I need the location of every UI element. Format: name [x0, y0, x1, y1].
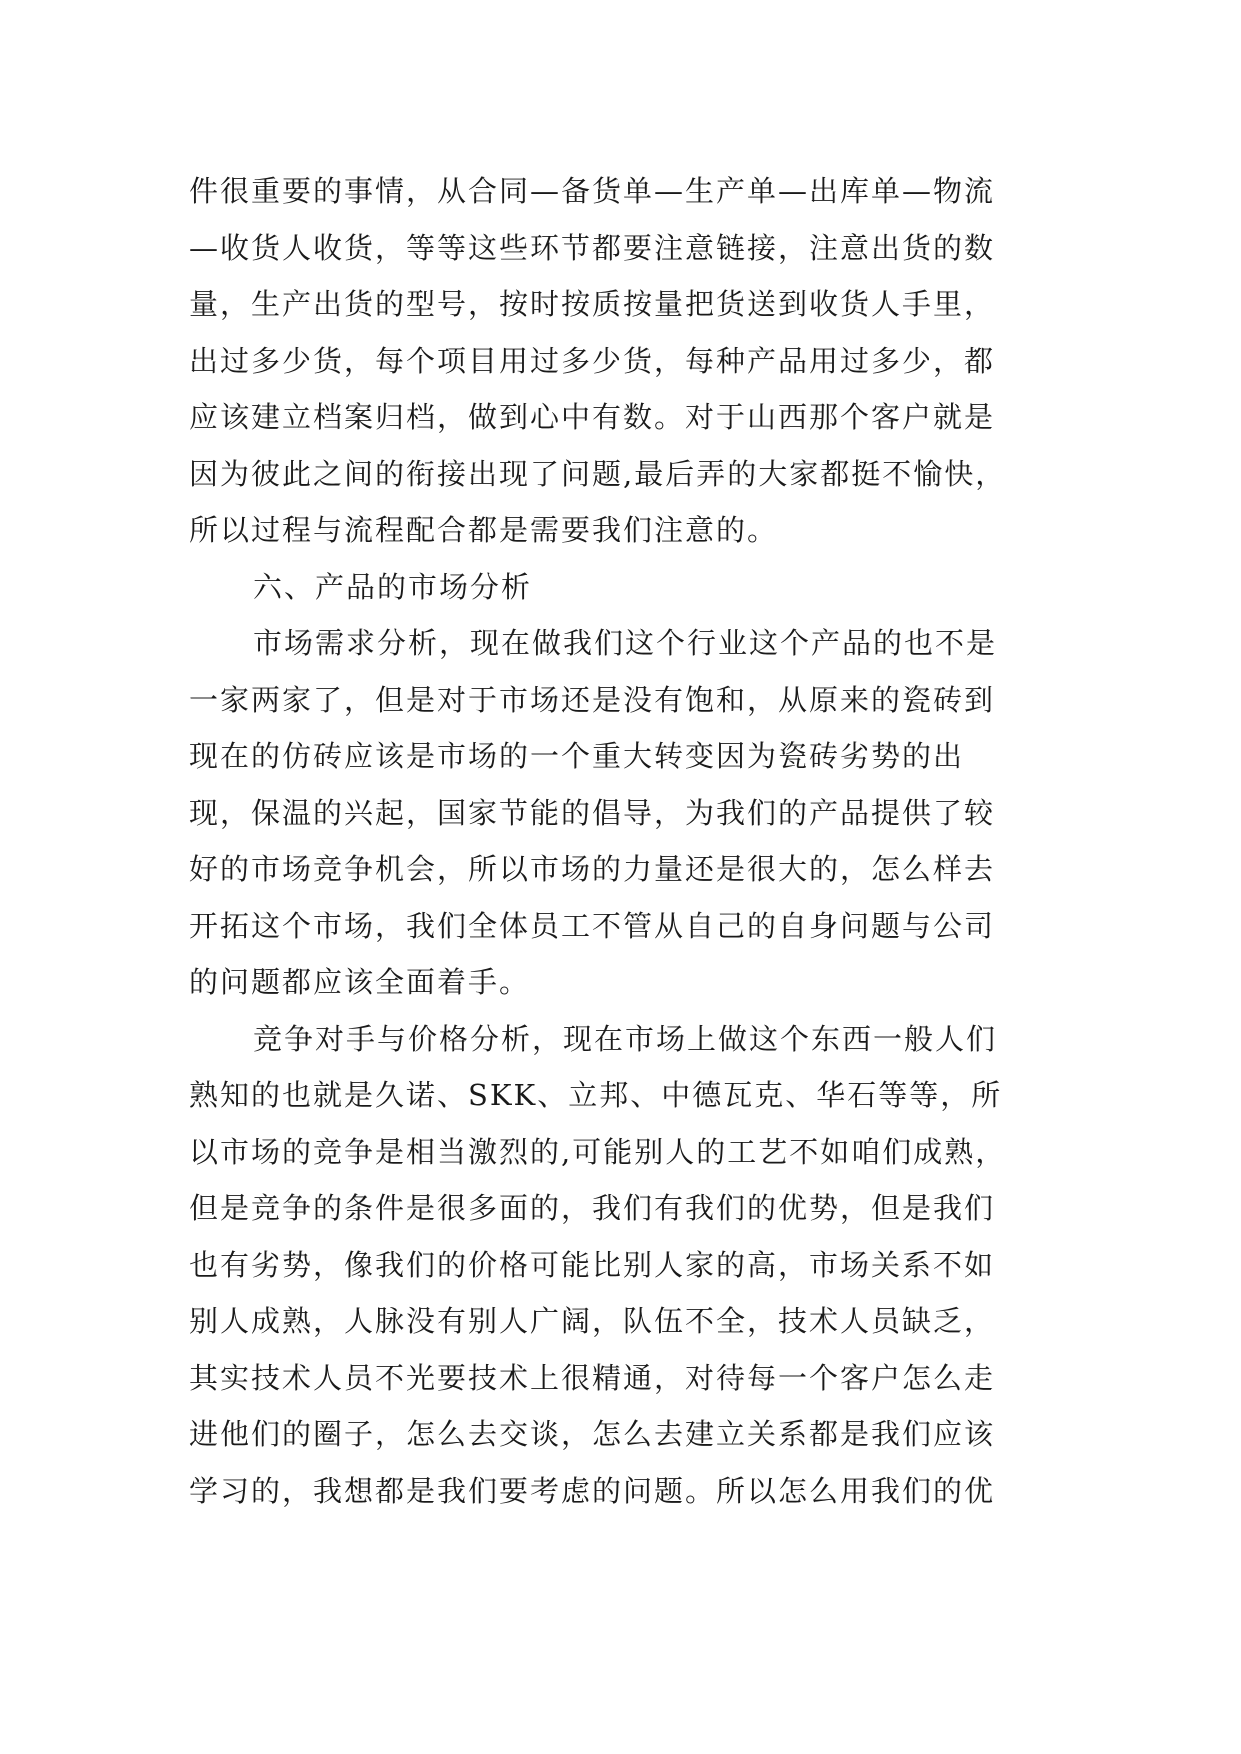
text-line: 熟知的也就是久诺、SKK、立邦、中德瓦克、华石等等，所: [189, 1078, 1003, 1112]
section-heading: 六、产品的市场分析: [253, 569, 533, 604]
text-line: 市场需求分析，现在做我们这个行业这个产品的也不是: [253, 626, 998, 660]
text-line: 现，保温的兴起，国家节能的倡导，为我们的产品提供了较: [189, 795, 996, 830]
text-line: 出过多少货，每个项目用过多少货，每种产品用过多少，都: [189, 343, 996, 378]
text-line: 也有劣势，像我们的价格可能比别人家的高，市场关系不如: [189, 1247, 996, 1282]
text-line: 一家两家了，但是对于市场还是没有饱和，从原来的瓷砖到: [189, 682, 996, 717]
text-line: 量，生产出货的型号，按时按质按量把货送到收货人手里，: [189, 287, 996, 321]
text-line: 的问题都应该全面着手。: [189, 965, 531, 999]
text-line: —收货人收货，等等这些环节都要注意链接，注意出货的数: [189, 230, 996, 265]
text-line: 竞争对手与价格分析，现在市场上做这个东西一般人们: [253, 1021, 998, 1056]
text-line: 进他们的圈子，怎么去交谈，怎么去建立关系都是我们应该: [189, 1417, 996, 1451]
text-line: 其实技术人员不光要技术上很精通，对待每一个客户怎么走: [189, 1360, 996, 1395]
text-line: 开拓这个市场，我们全体员工不管从自己的自身问题与公司: [189, 908, 996, 943]
text-line: 好的市场竞争机会，所以市场的力量还是很大的，怎么样去: [189, 852, 996, 886]
text-line: 别人成熟，人脉没有别人广阔，队伍不全，技术人员缺乏，: [189, 1304, 996, 1338]
text-line: 但是竞争的条件是很多面的，我们有我们的优势，但是我们: [189, 1191, 996, 1225]
text-line: 所以过程与流程配合都是需要我们注意的。: [189, 513, 779, 547]
text-line: 学习的，我想都是我们要考虑的问题。所以怎么用我们的优: [189, 1473, 996, 1508]
text-line: 应该建立档案归档，做到心中有数。对于山西那个客户就是: [189, 400, 996, 434]
body-text: [189, 163, 1069, 1519]
text-line: 件很重要的事情，从合同—备货单—生产单—出库单—物流: [189, 174, 996, 208]
text-line: 现在的仿砖应该是市场的一个重大转变因为瓷砖劣势的出: [189, 739, 965, 773]
text-line: 因为彼此之间的衔接出现了问题,最后弄的大家都挺不愉快，: [189, 456, 1007, 491]
text-line: 以市场的竞争是相当激烈的,可能别人的工艺不如咱们成熟，: [189, 1134, 1007, 1169]
